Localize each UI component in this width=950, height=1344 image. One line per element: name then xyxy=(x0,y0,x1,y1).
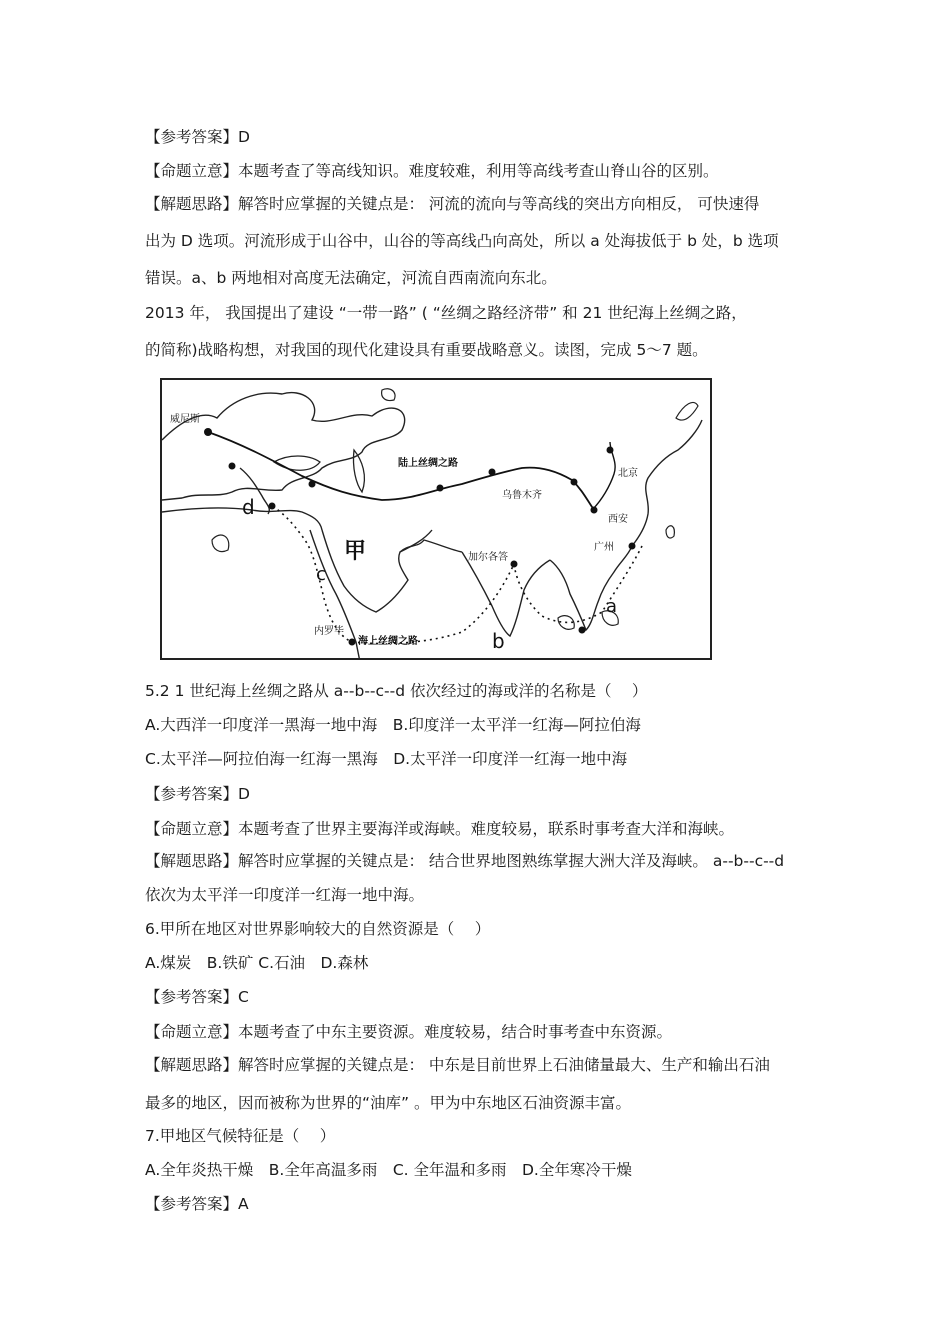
city-dot-5 xyxy=(437,485,444,492)
black-sea xyxy=(274,456,320,470)
block1-answer: 【参考答案】D xyxy=(145,128,250,146)
q5-thinking-line1: 【解题思路】解答时应掌握的关键点是： 结合世界地图熟练掌握大洲大洋及海峡。 a--b--c--d xyxy=(145,852,785,870)
label-beijing: 北京 xyxy=(618,468,638,479)
island-taiwan xyxy=(666,526,674,538)
city-dot-4 xyxy=(309,481,316,488)
q5-stem: 5.2 1 世纪海上丝绸之路从 a--b--c--d 依次经过的海或洋的名称是（ ） xyxy=(145,682,648,700)
city-dot-9 xyxy=(579,627,586,634)
label-c: c xyxy=(316,564,326,585)
q5-options-ab: A.大西洋一印度洋一黑海一地中海 B.印度洋一太平洋一红海—阿拉伯海 xyxy=(145,716,641,734)
block1-intent: 【命题立意】本题考查了等高线知识。难度较难，利用等高线考查山脊山谷的区别。 xyxy=(145,162,719,180)
q6-thinking-line1: 【解题思路】解答时应掌握的关键点是： 中东是目前世界上石油储量最大、生产和输出石油 xyxy=(145,1056,770,1074)
q7-options: A.全年炎热干燥 B.全年高温多雨 C. 全年温和多雨 D.全年寒冷干燥 xyxy=(145,1161,632,1179)
q5-answer: 【参考答案】D xyxy=(145,785,250,803)
label-venice: 威尼斯 xyxy=(170,414,200,425)
label-land-route: 陆上丝绸之路 xyxy=(398,458,458,469)
city-dot-2 xyxy=(229,463,236,470)
iran-coast xyxy=(400,540,462,552)
city-dot-guangzhou xyxy=(629,543,636,550)
city-dot-xian xyxy=(591,507,598,514)
q6-answer: 【参考答案】C xyxy=(145,988,249,1006)
q5-intent: 【命题立意】本题考查了世界主要海洋或海峡。难度较易，联系时事考查大洋和海峡。 xyxy=(145,820,735,838)
label-b: b xyxy=(492,629,505,653)
q7-answer: 【参考答案】A xyxy=(145,1195,249,1213)
q6-thinking-line2: 最多的地区，因而被称为世界的“油库” 。甲为中东地区石油资源丰富。 xyxy=(145,1094,631,1112)
label-nairobi: 内罗毕 xyxy=(314,626,344,637)
island-north xyxy=(382,389,395,401)
city-dot-urumqi xyxy=(489,469,496,476)
label-d: d xyxy=(242,495,255,519)
label-xian: 西安 xyxy=(608,514,628,525)
label-urumqi: 乌鲁木齐 xyxy=(502,490,542,501)
se-asia-coast xyxy=(550,546,632,630)
block1-thinking-line2: 出为 D 选项。河流形成于山谷中，山谷的等高线凸向高处，所以 a 处海拔低于 b 处，b 选项 xyxy=(145,232,779,250)
q6-options: A.煤炭 B.铁矿 C.石油 D.森林 xyxy=(145,954,369,972)
island-japan xyxy=(676,402,698,420)
city-dot-7 xyxy=(571,479,578,486)
map-drawing xyxy=(162,380,712,660)
label-sea-route: 海上丝绸之路 xyxy=(358,636,418,647)
q6-intent: 【命题立意】本题考查了中东主要资源。难度较易，结合时事考查中东资源。 xyxy=(145,1023,673,1041)
label-guangzhou: 广州 xyxy=(594,542,614,553)
silk-road-map xyxy=(160,378,712,660)
india-coast xyxy=(462,552,550,636)
sea-route-line xyxy=(272,506,642,644)
city-dot-beijing xyxy=(607,447,614,454)
city-dot-3 xyxy=(269,503,276,510)
block1-thinking-line1: 【解题思路】解答时应掌握的关键点是： 河流的流向与等高线的突出方向相反， 可快速得 xyxy=(145,195,760,213)
intro-line2: 的简称)战略构想，对我国的现代化建设具有重要战略意义。读图，完成 5～7 题。 xyxy=(145,341,708,359)
q7-stem: 7.甲地区气候特征是（ ） xyxy=(145,1127,336,1145)
block1-thinking-line3: 错误。a、b 两地相对高度无法确定，河流自西南流向东北。 xyxy=(145,269,557,287)
label-jia: 甲 xyxy=(344,539,367,564)
city-dot-venice xyxy=(204,428,212,436)
island-west xyxy=(212,535,229,551)
europe-coast xyxy=(162,393,405,500)
q5-options-cd: C.太平洋—阿拉伯海一红海一黑海 D.太平洋一印度洋一红海一地中海 xyxy=(145,750,628,768)
label-calcutta: 加尔各答 xyxy=(468,552,508,563)
label-a: a xyxy=(606,596,618,617)
q5-thinking-line2: 依次为太平洋一印度洋一红海一地中海。 xyxy=(145,886,425,904)
q6-stem: 6.甲所在地区对世界影响较大的自然资源是（ ） xyxy=(145,920,491,938)
city-dot-nairobi xyxy=(349,639,356,646)
intro-line1: 2013 年， 我国提出了建设 “一带一路” ( “丝绸之路经济带” 和 21 世纪海上丝绸之路， xyxy=(145,304,747,322)
city-dot-calcutta xyxy=(511,561,518,568)
china-coast xyxy=(632,420,702,546)
